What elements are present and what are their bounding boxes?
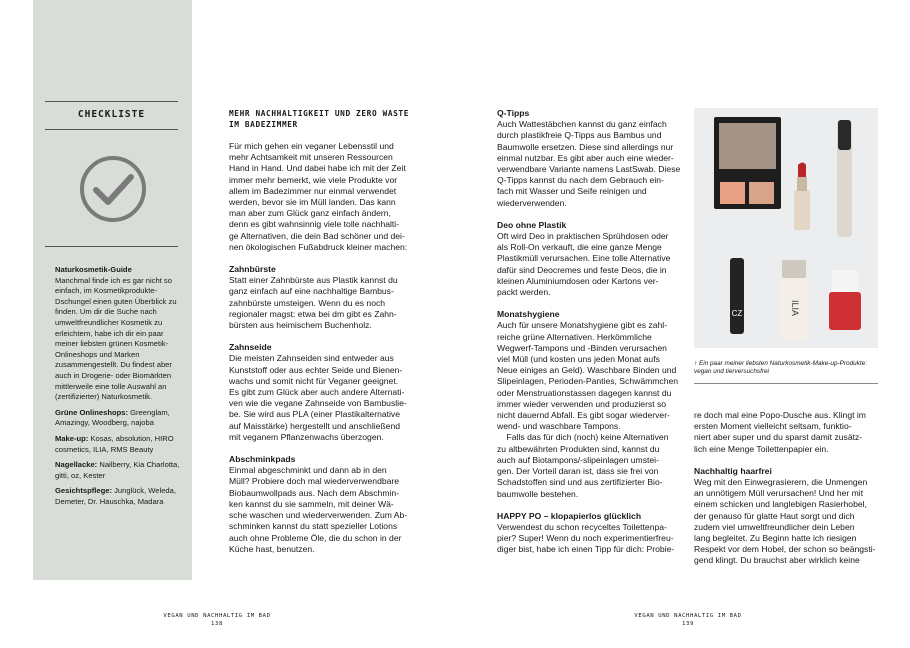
running-footer-title: VEGAN UND NACHHALTIG IM BAD xyxy=(163,613,271,619)
text-line: auch auf Biotampons/-slipeinlagen umstei- xyxy=(497,454,659,465)
text-line: als Roll-On verkauft, die eine ganze Menge xyxy=(497,242,662,253)
text-line: gen. Der Vorteil daran ist, dass sie frei von xyxy=(497,466,659,477)
text-line: Oft wird Deo in praktischen Sprühdosen oder xyxy=(497,231,669,242)
page-number: 138 xyxy=(211,621,223,627)
text-line: Hand in Hand. Und dabei habe ich mit der Zeit xyxy=(229,163,406,174)
checklist-item-body: Nailberry, Kia Charlotta, gitti, oz, Kester xyxy=(55,460,180,480)
checklist-content xyxy=(55,265,185,512)
text-line: Küche hast, benutzen. xyxy=(229,543,315,554)
text-line: Es gibt zum Glück aber auch andere Alternati- xyxy=(229,387,405,398)
checkmark-circle-icon xyxy=(77,153,149,225)
text-line: lich eine Menge Toilettenpapier ein. xyxy=(694,443,829,454)
text-line: werden, bevor sie im Müll landen. Das kann xyxy=(229,197,396,208)
checklist-item-head: Make-up: xyxy=(55,433,89,443)
checklist-item xyxy=(55,460,185,481)
text-line: kleinen Aluminiumdosen oder Kartons ver- xyxy=(497,275,659,286)
text-line: schminken kannst du statt spezieller Lotions xyxy=(229,521,398,532)
page-number: 139 xyxy=(682,621,694,627)
caption-rule xyxy=(694,383,878,384)
text-line: regionaler magst: etwa bei dm gibt es Zahn- xyxy=(229,308,397,319)
text-line: denn es gibt wahnsinnig viele tolle nachhalti- xyxy=(229,219,400,230)
footer-right xyxy=(608,612,768,628)
text-line: wachs und somit nicht für Veganer geeignet. xyxy=(229,375,399,386)
mascara-label: CZ xyxy=(731,309,743,318)
subheading-qtipps: Q-Tipps xyxy=(497,108,530,118)
text-line: ge Alternativen, die dein Bad schöner und dei- xyxy=(229,230,405,241)
text-line: Schadstoffen sind und aus zertifizierter Bio- xyxy=(497,477,663,488)
text-line: pier? Super! Wenn du noch experimentierfreu- xyxy=(497,533,674,544)
text-line: lang begleitet. Zu Beginn hatte ich riesigen xyxy=(694,533,857,544)
text-line: wiederverwenden. xyxy=(497,197,567,208)
checklist-item xyxy=(55,265,185,403)
text-line: immer wieder verwenden und produzierst so xyxy=(497,398,667,409)
text-line: mehr Achtsamkeit mit unseren Ressourcen xyxy=(229,152,393,163)
subheading-deo: Deo ohne Plastik xyxy=(497,219,567,230)
text-line: ven wie die vegane Zahnseide von Bambuslie- xyxy=(229,398,407,409)
ilia-cap xyxy=(782,260,806,278)
checklist-title: CHECKLISTE xyxy=(77,109,146,120)
mascara xyxy=(730,258,744,334)
text-line: einmal nutzbar. Es gibt aber auch eine wieder- xyxy=(497,152,674,163)
sidebar-bottom-rule xyxy=(45,246,178,247)
text-line: be. Sie wird aus PLA (einer Plastikalternative xyxy=(229,409,401,420)
text-line: Statt einer Zahnbürste aus Plastik kannst du xyxy=(229,275,398,286)
subheading-zahnbuerste: Zahnbürste xyxy=(229,264,276,275)
checklist-item xyxy=(55,408,185,429)
text-line: Für mich gehen ein veganer Lebensstil und xyxy=(229,141,394,151)
subheading-happy-po: HAPPY PO – klopapierlos glücklich xyxy=(497,510,642,521)
makeup-products-photo xyxy=(694,108,878,348)
text-line: Weg mit den Einwegrasierern, die Unmengen xyxy=(694,477,868,488)
text-line: ersten Moment vielleicht seltsam, funktio- xyxy=(694,421,852,432)
text-line: Auch Wattestäbchen kannst du ganz einfach xyxy=(497,119,667,130)
paragraph-abschminkpads xyxy=(229,465,424,555)
text-line: zu altbewährten Produkten sind, kannst du xyxy=(497,443,660,454)
text-line: Respekt vor dem Hobel, der schon so beängsti- xyxy=(694,544,876,555)
text-line: man aber zum Glück ganz einfach ändern, xyxy=(229,208,391,219)
running-footer-title: VEGAN UND NACHHALTIG IM BAD xyxy=(634,613,742,619)
text-line: dafür sind Deocremes und feste Deos, die in xyxy=(497,264,667,275)
text-line: zahnbürste umsteigen. Wenn du es noch xyxy=(229,297,386,308)
subheading-zahnseide: Zahnseide xyxy=(229,342,272,353)
text-line: Biobaumwollpads aus. Nach dem Abschmin- xyxy=(229,487,400,498)
checklist-item-body: Junglück, Weleda, Demeter, Dr. Hauschka, Madara xyxy=(55,486,176,506)
ilia-label: ILIA xyxy=(790,299,800,317)
text-line: Auch für unsere Monatshygiene gibt es zahl- xyxy=(497,320,668,331)
checklist-item-body: Kosas, absolution, HIRO cosmetics, ILIA, RMS Beauty xyxy=(55,433,174,454)
nailpolish-cap xyxy=(832,270,858,292)
section-heading: MEHR NACHHALTIGKEIT UND ZERO WASTE xyxy=(229,109,409,118)
lipstick-bullet xyxy=(798,163,806,178)
text-line: Slipeinlagen, Perioden-Panties, Schwämmchen xyxy=(497,376,679,387)
paragraph-zahnseide xyxy=(229,353,424,443)
checklist-item-body: Manchmal finde ich es gar nicht so einfach, im Kosmetikprodukte-Dschungel einen guten Überblick zu finden. Um dir die Suche nach umweltfreundlicher Kosmetik zu erleichtern, habe ich dir ein paar meiner liebsten grünen Kosmetik-Onlineshops und Marken zusammengestellt. Du findest aber auch in Drogerie- oder Biomärkten mittlerweile eine tolle Auswahl an (zertifizierter) Naturkosmetik. xyxy=(55,275,177,402)
sidebar-title-rule xyxy=(45,129,178,130)
text-line: nen ökologischen Fußabdruck kleiner machen: xyxy=(229,241,408,252)
text-line: der genauso für glatte Haut sorgt und dich xyxy=(694,510,855,521)
text-line: diger bist, habe ich einen Tipp für dich: Probie- xyxy=(497,544,675,555)
article-column-2 xyxy=(497,108,692,556)
text-line: Q-Tipps kannst du nach dem Gebrauch ein- xyxy=(497,175,664,186)
text-line: zudem viel umweltfreundlicher dein Leben xyxy=(694,521,855,532)
checklist-item-head: Gesichtspflege: xyxy=(55,486,112,496)
text-line: sche waschen und wiederverwenden. Zum Ab- xyxy=(229,510,408,521)
text-line: ken kannst du sie sammeln, mit deiner Wä- xyxy=(229,498,394,509)
text-line: packt werden. xyxy=(497,287,551,298)
text-line: verwendbare Variante namens LastSwab. Diese xyxy=(497,164,681,175)
section-heading-line2: IM BADEZIMMER xyxy=(229,120,298,129)
text-line: Müll? Probiere doch mal wiederverwendbare xyxy=(229,476,400,487)
checklist-item xyxy=(55,434,185,455)
subheading-monatshygiene: Monatshygiene xyxy=(497,309,560,320)
bronzer-pan xyxy=(749,182,774,204)
text-line: mit veganem Pflanzenwachs überzogen. xyxy=(229,431,384,442)
checklist-item xyxy=(55,486,185,507)
paragraph-qtipps xyxy=(497,119,692,209)
makeup-products-illustration xyxy=(694,108,878,348)
text-line: viel Müll (und kosten uns jeden Monat aufs xyxy=(497,354,660,365)
text-line: Neue einiges an Geld). Waschbare Binden und xyxy=(497,365,677,376)
paragraph-popo-dusche xyxy=(694,410,889,455)
text-line: Verwendest du schon recyceltes Toilettenpa- xyxy=(497,521,667,532)
nailpolish-bottle xyxy=(829,292,861,330)
intro-paragraph xyxy=(229,141,424,253)
text-line: einem schicken und langlebigen Rasierhobel, xyxy=(694,499,867,510)
text-line: reiche grüne Alternativen. Herkömmliche xyxy=(497,331,652,342)
text-line: auf Maisstärke) hergestellt und anschließend xyxy=(229,420,401,431)
paragraph-deo xyxy=(497,231,692,298)
text-line: ganz einfach auf eine nachhaltige Bambus- xyxy=(229,286,394,297)
footer-left xyxy=(137,612,297,628)
text-line: gend klingt. Du brauchst aber wirklich keine xyxy=(694,555,860,566)
text-line: re doch mal eine Popo-Dusche aus. Klingt im xyxy=(694,410,866,420)
text-line: Falls das für dich (noch) keine Alternativen xyxy=(497,432,669,443)
text-line: wend- und waschbare Tampons. xyxy=(497,421,621,432)
checklist-item-body: Greenglam, Amazingy, Woodberg, najoba xyxy=(55,407,170,428)
paragraph-happy-po xyxy=(497,522,692,556)
text-line: immer mehr bemerkt, wie viele Produkte vor xyxy=(229,174,398,185)
text-line: Wegwerf-Tampons und -Binden verursachen xyxy=(497,342,667,353)
text-line: baumwolle bestehen. xyxy=(497,488,579,499)
paragraph-monatshygiene xyxy=(497,320,692,499)
photo-caption: ↑ Ein paar meiner liebsten Naturkosmetik-Make-up-Produkte: vegan und tierversuchsfrei xyxy=(694,360,867,376)
text-line: durch plastikfreie Q-Tipps aus Bambus und xyxy=(497,130,662,141)
text-line: oder Menstruationstassen dagegen kannst du xyxy=(497,387,672,398)
checklist-item-head: Nagellacke: xyxy=(55,460,98,470)
text-line: Die meisten Zahnseiden sind entweder aus xyxy=(229,353,394,364)
checklist-item-head: Naturkosmetik-Guide xyxy=(55,265,132,274)
text-line: auch ohne Probleme Öle, die du schon in der xyxy=(229,532,402,543)
text-line: fach mit Wasser und Seife reinigen und xyxy=(497,186,647,197)
text-line: Kunststoff oder aus echter Seide und Bienen- xyxy=(229,364,403,375)
paragraph-haarfrei xyxy=(694,477,889,567)
article-column-1 xyxy=(229,108,424,555)
text-line: an unnötigem Müll verursachen! Und her mit xyxy=(694,488,864,499)
text-line: nicht dauernd Abfall. Es gibt sogar wiederver- xyxy=(497,410,670,421)
text-line: niert aber super und du sparst damit zusätz- xyxy=(694,432,863,443)
paragraph-zahnbuerste xyxy=(229,275,424,331)
text-line: allem im Badezimmer nur einmal verwendet xyxy=(229,185,397,196)
subheading-haarfrei: Nachhaltig haarfrei xyxy=(694,465,772,476)
subheading-abschminkpads: Abschminkpads xyxy=(229,454,296,465)
text-line: bürsten aus heimischem Buchenholz. xyxy=(229,320,372,331)
article-column-3 xyxy=(694,410,889,567)
blush-pan xyxy=(720,182,745,204)
text-line: Einmal abgeschminkt und dann ab in den xyxy=(229,465,387,476)
text-line: Plastikmüll verursachen. Eine tolle Alternative xyxy=(497,253,671,264)
sidebar-top-rule xyxy=(45,101,178,102)
checklist-item-head: Grüne Onlineshops: xyxy=(55,407,128,417)
text-line: Baumwolle ersetzen. Diese sind allerdings nur xyxy=(497,141,674,152)
